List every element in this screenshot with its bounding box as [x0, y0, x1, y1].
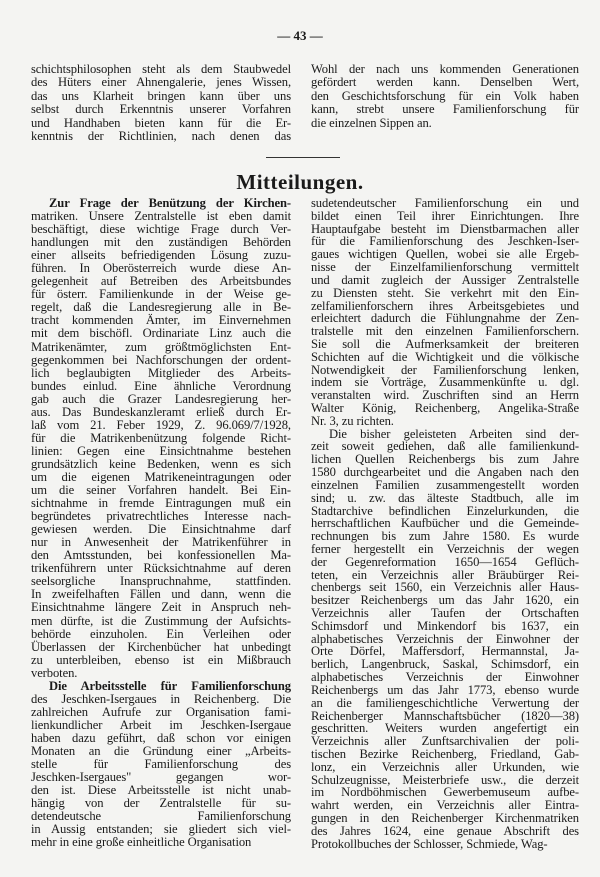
text-line: selbst durch Erkenntnis unserer Vorfahren	[31, 102, 291, 117]
text-line: für die Matrikenbenützung folgende Richt-	[31, 430, 291, 445]
right-text-column	[311, 197, 579, 850]
text-line: gegenkommen bei Nachforschungen der ordent-	[31, 352, 291, 367]
text-line: Schichten auf die Wichtigkeit und die völkische	[311, 349, 579, 364]
text-line: 1580 durchgearbeitet und die Angaben nach den	[311, 465, 579, 480]
text-line: des Hüters einer Ahnengalerie, jenes Wissen,	[31, 75, 291, 90]
text-line: den Amtsstunden, bei konfessionellen Ma-	[31, 548, 291, 563]
text-line: detendeutsche Familienforschung	[31, 809, 291, 824]
text-line: haben dazu geführt, daß schon vor einigen	[31, 730, 291, 745]
text-line: erleichtert dadurch die Fühlungnahme der Zen-	[311, 311, 579, 326]
text-line: gewiesen werden. Die Einsichtnahme darf	[31, 522, 291, 537]
text-line: Überlassen der Kirchenbücher hat unbedingt	[31, 639, 291, 654]
text-line: stelle für Familienforschung des	[31, 757, 291, 772]
text-line: Die Arbeitsstelle für Familienforschung	[49, 678, 291, 693]
text-line: Stadtarchive befindlichen Einzelurkunden, die	[311, 503, 579, 518]
text-line: in Aussig entstanden; sie gliedert sich viel-	[31, 822, 291, 837]
text-line: veranstalten wird. Zuschriften sind an Herrn	[311, 388, 579, 403]
text-line: beschäftigt, diese wichtige Frage durch Ver-	[31, 222, 291, 237]
text-line: an die familiengeschichtliche Verwertung der	[311, 695, 579, 710]
text-line: Zur Frage der Benützung der Kirchen-	[49, 196, 291, 210]
text-line: tischen Bezirke Reichenberg, Friedland, Gab-	[311, 746, 579, 761]
text-line: behörde einzuholen. Ein Verleihen oder	[31, 626, 291, 641]
text-line: geschritten. Weiters wurden angefertigt ein	[311, 721, 579, 736]
text-line: Sie soll die Aufmerksamkeit der breiteren	[311, 336, 579, 351]
text-line: tralstelle mit den einzelnen Familienforschern.	[311, 324, 579, 339]
text-line: kann, strebt unsere Familienforschung für	[311, 102, 579, 117]
text-line: Notwendigkeit der Familienforschung lenken,	[311, 362, 579, 377]
text-line: des Jeschken-Isergaues in Reichenberg. Die	[31, 691, 291, 706]
text-line: Verzeichnis aller Zunftsarchivalien der poli-	[311, 734, 579, 749]
text-line: zeit soweit gediehen, daß alle familienkund-	[311, 439, 579, 454]
text-line: lonz, ein Verzeichnis aller Urkunden, wie	[311, 759, 579, 774]
text-line: mit dem bischöfl. Ordinariate Linz auch die	[31, 326, 291, 341]
text-line: Orte Dörfel, Maffersdorf, Hermannstal, Ja-	[311, 644, 579, 659]
text-line: zahlreichen Aufrufe zur Organisation fami-	[31, 704, 291, 719]
text-line: die einzelnen Sippen an.	[311, 115, 432, 130]
text-line: verboten.	[31, 665, 78, 680]
text-line: Matrikenämter, zum größtmöglichsten Ent-	[31, 339, 291, 354]
text-line: gaues wichtigen Quellen, wobei sie alle Ergeb-	[311, 247, 579, 262]
text-line: chenbergs seit 1560, ein Verzeichnis aller Haus-	[311, 580, 579, 595]
text-line: nisse der Einzelfamilienforschung vermittelt	[311, 260, 579, 275]
text-line: Schulzeugnisse, Meisterbriefe usw., die derzeit	[311, 772, 579, 787]
text-line: hängig von der Zentralstelle für su-	[31, 796, 291, 811]
text-line: für die Familienforschung des Jeschken-Iser-	[311, 234, 579, 249]
section-title: Mitteilungen.	[236, 170, 364, 194]
text-line: Die bisher geleisteten Arbeiten sind der-	[329, 426, 579, 441]
text-line: kenntnis der Richtlinien, nach denen das	[31, 128, 291, 143]
text-line: Nr. 3, zu richten.	[311, 413, 394, 428]
text-line: zelfamilienforschern ihres Arbeitsgebietes und	[311, 298, 579, 313]
text-line: sudetendeutscher Familienforschung ein und	[311, 196, 579, 210]
text-line: seelsorgliche Inanspruchnahme, stattfinden.	[31, 574, 291, 589]
text-line: handlungen mit den zuständigen Behörden	[31, 235, 291, 250]
text-line: mehr in eine große einheitliche Organisation	[31, 835, 252, 850]
text-line: für österr. Familienkunde in der Weise ge-	[31, 287, 291, 302]
text-line: zu unterbleiben, ebenso ist ein Mißbrauch	[31, 652, 291, 667]
text-line: grundsätzlich keine Bedenken, wenn es sich	[31, 456, 291, 471]
text-line: tracht kommenden Ämter, im Einvernehmen	[31, 313, 291, 328]
text-line: aus. Das Bundeskanzleramt erließ durch Er-	[31, 404, 291, 419]
text-line: sichtnahme in fremde Eintragungen muß ein	[31, 496, 291, 511]
text-line: gefördert werden kann. Denselben Wert,	[311, 75, 579, 90]
text-line: Protokollbuches der Schlosser, Schmiede, Wag-	[311, 836, 548, 851]
text-line: teten, ein Verzeichnis aller Bräubürger Rei-	[311, 567, 579, 582]
text-line: und Handhaben bieten kann für die Er-	[31, 115, 291, 130]
top-right-column	[311, 63, 579, 130]
text-line: Einsichtnahme längere Zeit in Anspruch neh-	[31, 600, 291, 615]
text-line: einer allseits befriedigenden Lösung zuzu-	[31, 248, 291, 263]
text-line: regelt, daß die Landesregierung alle in Be-	[31, 300, 291, 315]
text-line: einzelnen Familien zusammengestellt worden	[311, 477, 579, 492]
text-line: linien: Gegen eine Einsichtnahme bestehen	[31, 443, 291, 458]
text-line: schichtsphilosophen steht als dem Staubwedel	[31, 62, 291, 76]
text-line: berlich, Langenbruck, Saskal, Schimsdorf, ein	[311, 657, 579, 672]
text-line: Schimsdorf und Minkendorf bis 1637, ein	[311, 618, 579, 633]
text-line: um die seiner Vorfahren handelt. Bei Ein-	[31, 483, 291, 498]
text-line: gelegenheit auf Betreiben des Arbeitsbundes	[31, 274, 291, 289]
text-line: rechnungen bis zum Jahre 1580. Es wurde	[311, 529, 579, 544]
text-line: des Jahres 1624, eine genaue Abschrift des	[311, 823, 579, 838]
text-line: sind; u. zw. das älteste Stadtbuch, alle im	[311, 490, 579, 505]
text-line: herrschaftlichen Kaufbücher und die Gemeinde-	[311, 516, 579, 531]
text-line: laß vom 21. Feber 1929, Z. 96.069/7/1928,	[31, 417, 291, 432]
text-line: das uns Klarheit bringen kann über uns	[31, 88, 291, 103]
text-line: alphabetisches Verzeichnis der Einwohner	[311, 670, 579, 685]
text-line: lich beglaubigten Mitglieder des Arbeits-	[31, 365, 291, 380]
text-line: Reichenberger Mannschaftsbücher (1820—38)	[311, 708, 579, 723]
text-line: indem sie Vorträge, Zusammenkünfte u. dgl.	[311, 375, 579, 390]
text-line: lienkundlicher Arbeit im Jeschken-Isergaue	[31, 717, 291, 732]
page-number: — 43 —	[277, 28, 323, 43]
text-line: zu Diensten steht. Sie verkehrt mit den Ein-	[311, 285, 579, 300]
text-line: Reichenbergs um das Jahr 1773, ebenso wurde	[311, 682, 579, 697]
text-line: nur in Anwesenheit der Matrikenführer in	[31, 535, 291, 550]
text-line: den ist. Diese Arbeitsstelle ist nicht unab-	[31, 783, 291, 798]
text-line: Monaten an die Gründung einer „Arbeits-	[31, 743, 291, 758]
text-line: um die eigenen Matrikeneintragungen oder	[31, 469, 291, 484]
text-line: wahrt werden, ein Verzeichnis aller Eintra-	[311, 798, 579, 813]
text-line: und damit zugleich der Aussiger Zentralstelle	[311, 272, 579, 287]
text-line: Walter König, Reichenberg, Angelika-Straße	[311, 401, 579, 415]
text-line: gab auch die Grazer Landesregierung her-	[31, 391, 291, 406]
top-left-column	[31, 63, 291, 143]
text-line: im Nordböhmischen Gewerbemuseum aufbe-	[311, 785, 579, 800]
text-line: führen. In Oberösterreich wurde diese An-	[31, 261, 291, 276]
text-line: lichen Quellen Reichenbergs bis zum Jahre	[311, 452, 579, 467]
text-line: ferner hergestellt ein Verzeichnis der wegen	[311, 541, 579, 556]
text-line: men dürfte, ist die Zustimmung der Aufsichts-	[31, 613, 291, 628]
text-line: begründetes privatrechtliches Interesse nach-	[31, 509, 291, 524]
text-line: Verzeichnis aller Taufen der Ortschaften	[311, 606, 579, 620]
text-line: Jeschken-Isergaues" gegangen wor-	[31, 770, 291, 785]
text-line: In zweifelhaften Fällen und dann, wenn die	[31, 587, 291, 602]
text-line: matriken. Unsere Zentralstelle ist eben damit	[31, 209, 291, 224]
text-line: bildet einen Teil ihrer Einrichtungen. Ihre	[311, 208, 579, 223]
text-line: Hauptaufgabe besteht im Dienstbarmachen aller	[311, 221, 579, 236]
text-line: gungen in den Reichenberger Kirchenmatriken	[311, 811, 579, 825]
section-divider	[266, 157, 340, 158]
text-line: besitzer Reichenbergs um das Jahr 1620, ein	[311, 593, 579, 608]
left-text-column	[31, 197, 291, 849]
text-line: den Geschichtsforschung für ein Volk haben	[311, 88, 579, 103]
text-line: alphabetisches Verzeichnis der Einwohner der	[311, 631, 579, 646]
text-line: Wohl der nach uns kommenden Generationen	[311, 62, 579, 76]
text-line: der Gegenreformation 1650—1654 Geflüch-	[311, 554, 579, 569]
text-line: bundes einlud. Eine ähnliche Verordnung	[31, 378, 291, 393]
text-line: trikenführern unter Rücksichtnahme auf deren	[31, 561, 291, 576]
